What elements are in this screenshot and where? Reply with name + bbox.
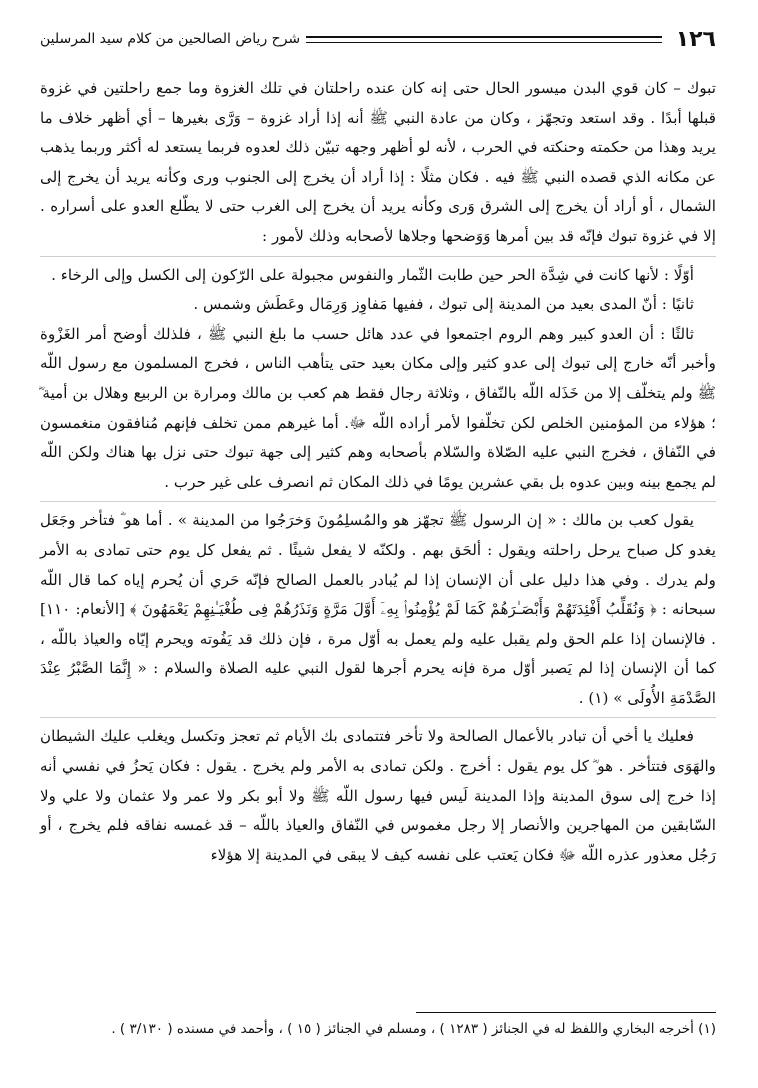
paragraph-3: ثانيًا : أنّ المدى بعيد من المدينة إلى تبوك ، ففيها مَفاوِز وَرِمَال وعَطَش وشمس . — [193, 295, 694, 314]
footnote-rule — [416, 1012, 716, 1013]
paragraph-6: فعليك يا أخي أن تبادر بالأعمال الصالحة ولا تأخر فتتمادى بك الأيام ثم تعجز وتكسل ويغلب عليك الشيطان والهَوَى فتتأخر . هو ؓ كل يوم يقول : أخرج . ولكن تمادى به الأمر ولم يخرج . يقول : فكان يَحزُ في نفسي أنه إذا خرج إلى سوق المدينة وإذا المدينة لَيس فيها رسول اللّه ﷺ ولا أبو بكر ولا عمر ولا عثمان ولا علي ولا السّابقين من المهاجرين والأنصار إلا رجل مغموس في النّفاق والعياذ باللّه – قد غمسه نفاقه فلم يخرج ، أو رَجُل معذور عذره اللّه ﷻ فكان يَعتب على نفسه كيف لا يبقى في المدينة إلا هؤلاء — [40, 727, 716, 864]
body-text — [40, 74, 716, 870]
header-rule — [306, 36, 662, 43]
page-number: ١٢٦ — [675, 26, 716, 52]
paragraph-separator — [40, 717, 716, 718]
page-header — [40, 22, 716, 56]
paragraph-4: ثالثًا : أن العدو كبير وهم الروم اجتمعوا في عدد هائل حسب ما بلغ النبي ﷺ ، فلذلك أوضح أمر الغَزْوة وأخبر أنّه خارج إلى تبوك إلى عدو كثير وإلى مكان بعيد حتى يتأهب الناس ، فخرج المسلمون مع رسول اللّه ﷺ ولم يتخلّف إلا من خَذَله اللّه بالنّفاق ، وثلاثة رجال فقط هم كعب بن مالك ومرارة بن الربيع وهلال بن أمية ؓ ؛ هؤلاء من المؤمنين الخلص لكن تخلّفوا لأمر أراده اللّه ﷻ. أما غيرهم ممن تخلف فإنهم مُنافقون منغمسون في النّفاق ، فخرج النبي عليه الصّلاة والسّلام بأصحابه وهم كثير إلى جهة تبوك حتى نزل بها هناك ولكن اللّه لم يجمع بينه وبين عدوه بل بقي عشرين يومًا في ذلك المكان ثم انصرف على غير حرب . — [40, 324, 716, 491]
paragraph-2: أوّلًا : لأنها كانت في شِدَّة الحر حين طابت الثّمار والنفوس مجبولة على الرّكون إلى الكسل وإلى الرخاء . — [51, 265, 694, 284]
paragraph-separator — [40, 501, 716, 502]
footnote: (١) أخرجه البخاري واللفظ له في الجنائز ( ١٢٨٣ ) ، ومسلم في الجنائز ( ١٥ ) ، وأحمد في مسنده ( ٣/١٣٠ ) . — [111, 1021, 716, 1037]
running-title: شرح رياض الصالحين من كلام سيد المرسلين — [40, 31, 301, 47]
paragraph-separator — [40, 256, 716, 257]
paragraph-1: تبوك – كان قوي البدن ميسور الحال حتى إنه كان عنده راحلتان في تلك الغزوة وما جمع راحلتين في غزوة قبلها أبدًا . وقد استعد وتجهّز ، وكان من عادة النبي ﷺ أنه إذا أراد غزوة – وَرَّى بغيرها – أي أظهر خلاف ما يريد وهذا من حكمته وحنكته في الحرب ، لأنه لو أظهر وجهه تبيّن ذلك لعدوه فربما يستعد له أكثر وربما يذهب عن مكانه الذي قصده النبي ﷺ فيه . فكان مثلًا : إذا أراد أن يخرج إلى الجنوب ورى وكأنه يريد أن يخرج إلى الشمال ، أو أراد أن يخرج إلى الشرق وَرى وكأنه يريد أن يخرج إلى الغرب حتى لا يطّلع العدو على أسراره . إلا في غزوة تبوك فإنّه قد بين أمرها وَوَضحها وجلاها لأصحابه وذلك لأمور : — [40, 79, 716, 245]
paragraph-5: يقول كعب بن مالك : « إن الرسول ﷺ تجهّز هو والمُسلِمُونَ وَخرَجُوا من المدينة » . أما هو ؓ فتأخر وجَعَل يغدو كل صباح يرحل راحلته ويقول : ألحَق بهم . ولكنّه لا يفعل شيئًا . ثم يفعل كل يوم حتى تمادى به الأمر ولم يدرك . وفي هذا دليل على أن الإنسان إذا لم يُبادر بالعمل الصالح فإنّه حَري أن يُحرم إياه كما قال اللّه سبحانه : ﴿ وَنُقَلِّبُ أَفْئِدَتَهُمْ وَأَبْصَـٰرَهُمْ كَمَا لَمْ يُؤْمِنُوا۟ بِهِۦٓ أَوَّلَ مَرَّةٍ وَنَذَرُهُمْ فِى طُغْيَـٰنِهِمْ يَعْمَهُونَ ﴾ [الأنعام: ١١٠] . فالإنسان إذا علم الحق ولم يقبل عليه ولم يعمل به أوّل مرة ، فإن ذلك قد يَفُوته ويحرم إيّاه والعياذ باللّه ، كما أن الإنسان إذا لم يَصبر أوّل مرة فإنه يحرم أجرها لقول النبي عليه الصلاة والسلام : « إِنَّمَا الصَّبْرُ عِنْدَ الصَّدْمَةِ الأُولَى » (١) . — [40, 511, 716, 707]
